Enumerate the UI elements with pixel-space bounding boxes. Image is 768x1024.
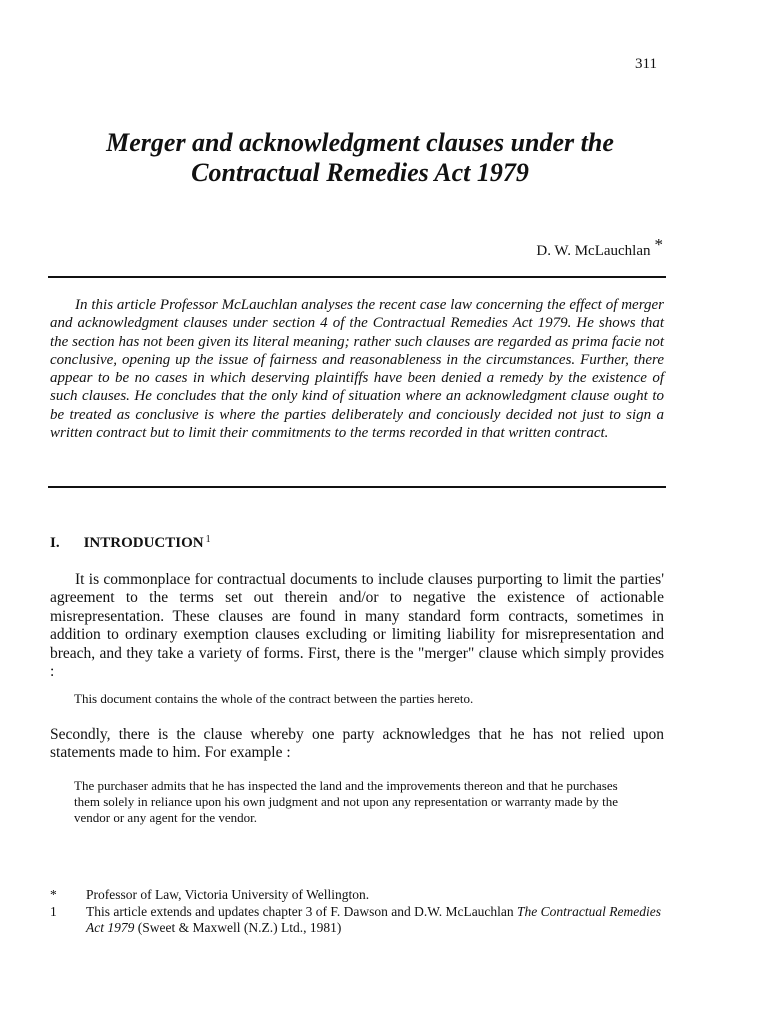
author-byline [536,235,663,260]
section-heading [50,534,211,552]
section-title: INTRODUCTION [83,535,204,551]
footnote-text-before: This article extends and updates chapter 3 of F. Dawson and D.W. McLauchlan [86,903,514,919]
block-quote-2: The purchaser admits that he has inspected the land and the improvements thereon and that he purchases them solely in reliance upon his own judgment and not upon any representation or warranty made by the vendor or any agent for the vendor. [74,778,619,825]
title-line-1: Merger and acknowledgment clauses under the [106,128,614,157]
footnote-mark: * [50,887,57,902]
block-quote-1: This document contains the whole of the contract between the parties hereto. [74,691,474,706]
footnote-mark: 1 [50,903,57,919]
footnote-item [50,887,664,904]
body-paragraph-2: Secondly, there is the clause whereby one party acknowledges that he has not relied upon statements made to him. For example : [50,726,664,762]
abstract-bottom-rule [48,486,666,488]
abstract: In this article Professor McLauchlan analyses the recent case law concerning the effect of merger and acknowledgment clauses under section 4 of the Contractual Remedies Act 1979. He shows that the section has not been given its literal meaning; rather such clauses are regarded as prima facie not conclusive, opening up the issue of fairness and reasonableness in the circumstances. Further, there appear to be no cases in which deserving plaintiffs have been denied a remedy by the existence of such clauses. He concludes that the only kind of situation where an acknowledgment clause ought to be treated as conclusive is where the parties deliberately and conciously decided not just to sign a written contract but to limit their commitments to the terms recorded in that written contract. [50,297,664,442]
footnote-text [86,904,664,937]
body-paragraph-1: It is commonplace for contractual documents to include clauses purporting to limit the parties' agreement to the terms set out therein and/or to negative the existence of actionable misrepresentation. These clauses are found in many standard form contracts, sometimes in addition to ordinary exemption clauses excluding or limiting liability for misrepresentation and breach, and they take a variety of forms. First, there is the "merger" clause which simply provides : [50,571,664,681]
page-number: 311 [635,56,657,72]
section-footnote-ref: 1 [205,534,211,545]
footnote-text-after: (Sweet & Maxwell (N.Z.) Ltd., 1981) [137,920,342,935]
section-number: I. [50,535,60,551]
article-title [40,128,680,188]
footnote-cited-title: The Contractual Remedies Act 1979 [86,903,662,935]
footnotes [50,887,664,937]
author-footnote-mark: * [654,235,663,254]
footnote-item [50,904,664,937]
abstract-top-rule [48,276,666,278]
title-line-2: Contractual Remedies Act 1979 [191,158,529,187]
footnote-text: Professor of Law, Victoria University of Wellington. [86,887,370,902]
author-name: D. W. McLauchlan [536,243,651,259]
